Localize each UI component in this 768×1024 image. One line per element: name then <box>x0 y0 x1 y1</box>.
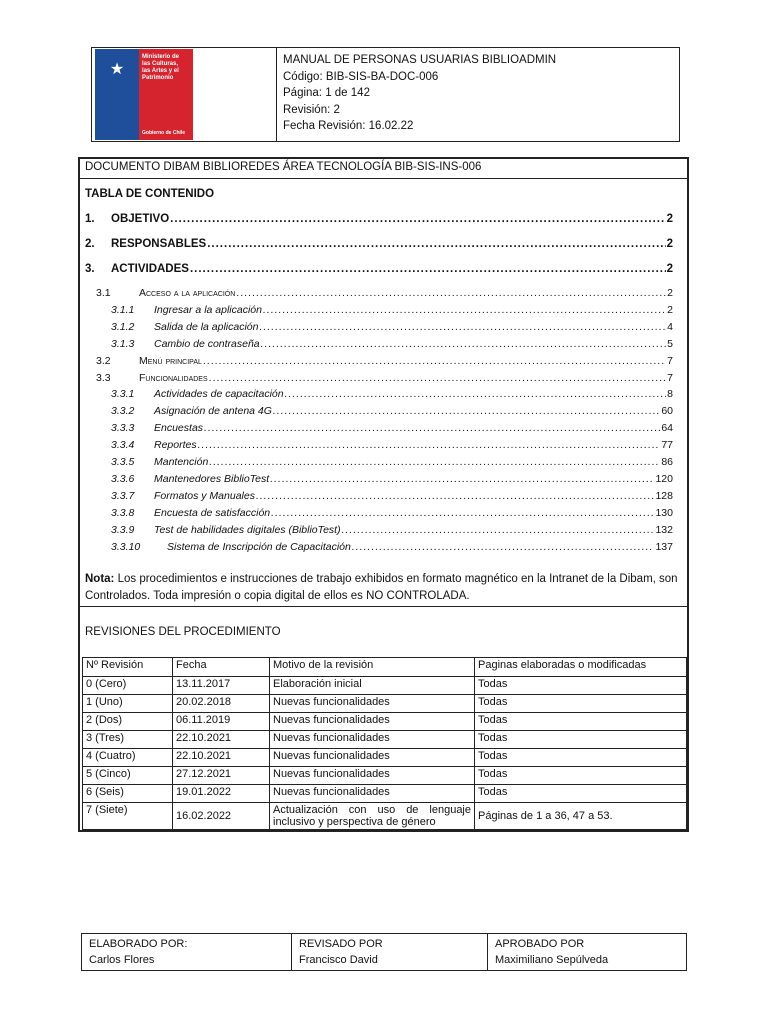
toc-entry[interactable]: 3.3.8 Encuesta de satisfacción ..... 130 <box>111 507 673 519</box>
toc-entry[interactable]: 3.1.1 Ingresar a la aplicación ..... 2 <box>111 304 673 316</box>
revision-number: Revisión: 2 <box>283 103 340 116</box>
elaborado-name: Carlos Flores <box>89 954 155 966</box>
revisado-cell <box>292 934 488 971</box>
toc-entry[interactable]: 3.3.2 Asignación de antena 4G ..... 60 <box>111 405 673 417</box>
approval-footer <box>81 933 687 971</box>
column-header: Paginas elaboradas o modificadas <box>475 658 687 677</box>
toc-entry[interactable]: 3.3.6 Mantenedores BiblioTest ..... 120 <box>111 473 673 485</box>
toc-entry[interactable]: 3.3.9 Test de habilidades digitales (BiblioTest) ..... 132 <box>111 524 673 536</box>
table-cell: 3 (Tres) <box>83 731 173 749</box>
content-box <box>78 157 689 832</box>
document-code: Código: BIB-SIS-BA-DOC-006 <box>283 70 439 83</box>
table-cell: 06.11.2019 <box>173 713 270 731</box>
logo-cell <box>92 48 277 141</box>
revision-date: Fecha Revisión: 16.02.22 <box>283 120 414 133</box>
logo-ministry-text: Ministerio de las Culturas, las Artes y el Patrimonio <box>142 54 180 81</box>
header-info <box>277 48 562 141</box>
revisado-label: REVISADO POR <box>299 938 383 950</box>
table-cell: 2 (Dos) <box>83 713 173 731</box>
table-cell: 5 (Cinco) <box>83 767 173 785</box>
table-cell: Todas <box>475 731 687 749</box>
toc-entry[interactable]: 3.3.7 Formatos y Manuales ..... 128 <box>111 490 673 502</box>
toc-entry[interactable]: 3.3 Funcionalidades ..... 7 <box>96 372 673 384</box>
table-cell: 20.02.2018 <box>173 695 270 713</box>
toc-entry[interactable]: 3.3.4 Reportes ..... 77 <box>111 439 673 451</box>
table-cell: 22.10.2021 <box>173 731 270 749</box>
table-cell: 27.12.2021 <box>173 767 270 785</box>
manual-title: MANUAL DE PERSONAS USUARIAS BIBLIOADMIN <box>283 54 557 66</box>
table-cell: 1 (Uno) <box>83 695 173 713</box>
ministry-logo <box>95 49 193 140</box>
toc-entry[interactable]: 2. RESPONSABLES ..... 2 <box>85 238 673 250</box>
table-row <box>83 677 687 695</box>
table-row <box>83 785 687 803</box>
aprobado-name: Maximiliano Sepúlveda <box>495 954 609 966</box>
table-cell: 19.01.2022 <box>173 785 270 803</box>
table-cell: Nuevas funcionalidades <box>270 749 475 767</box>
table-cell: Todas <box>475 749 687 767</box>
toc-entry[interactable]: 3. ACTIVIDADES ..... 2 <box>85 263 673 275</box>
toc-entry[interactable]: 3.1 Acceso a la aplicación ..... 2 <box>96 287 673 299</box>
revisions-table <box>82 657 687 830</box>
column-header: Motivo de la revisión <box>270 658 475 677</box>
elaborado-cell <box>82 934 292 971</box>
table-cell: 13.11.2017 <box>173 677 270 695</box>
aprobado-cell <box>488 934 687 971</box>
toc-entry[interactable]: 3.3.10 Sistema de Inscripción de Capacitación ..... 137 <box>111 541 673 553</box>
note <box>85 571 683 605</box>
table-cell: Páginas de 1 a 36, 47 a 53. <box>475 803 687 830</box>
toc-entry[interactable]: 3.1.2 Salida de la aplicación ..... 4 <box>111 321 673 333</box>
table-cell: Todas <box>475 767 687 785</box>
table-cell: Todas <box>475 677 687 695</box>
column-header: Fecha <box>173 658 270 677</box>
logo-footer-text: Gobierno de Chile <box>142 130 186 136</box>
toc-entry[interactable]: 3.3.1 Actividades de capacitación ..... 8 <box>111 388 673 400</box>
table-row <box>83 695 687 713</box>
table-cell: 0 (Cero) <box>83 677 173 695</box>
toc-entry[interactable]: 3.3.3 Encuestas ..... 64 <box>111 422 673 434</box>
table-row <box>83 803 687 830</box>
table-cell: Nuevas funcionalidades <box>270 731 475 749</box>
document-header <box>91 47 680 142</box>
table-cell: 4 (Cuatro) <box>83 749 173 767</box>
revisions-title: REVISIONES DEL PROCEDIMIENTO <box>85 626 281 638</box>
table-cell: Todas <box>475 695 687 713</box>
table-cell: 7 (Siete) <box>83 803 173 830</box>
toc-entry[interactable]: 3.3.5 Mantención ..... 86 <box>111 456 673 468</box>
table-cell: Todas <box>475 713 687 731</box>
toc-entry[interactable]: 1. OBJETIVO ..... 2 <box>85 213 673 225</box>
table-row <box>83 767 687 785</box>
toc-entry[interactable]: 3.1.3 Cambio de contraseña ..... 5 <box>111 338 673 350</box>
table-cell: 22.10.2021 <box>173 749 270 767</box>
table-cell: Nuevas funcionalidades <box>270 785 475 803</box>
table-cell: Todas <box>475 785 687 803</box>
toc-heading: TABLA DE CONTENIDO <box>85 188 215 200</box>
document-title: DOCUMENTO DIBAM BIBLIOREDES ÁREA TECNOLOGÍA BIB-SIS-INS-006 <box>80 159 687 179</box>
table-cell: Nuevas funcionalidades <box>270 767 475 785</box>
table-cell: Nuevas funcionalidades <box>270 695 475 713</box>
table-cell: 6 (Seis) <box>83 785 173 803</box>
table-row <box>83 749 687 767</box>
table-cell: Actualización con uso de lenguaje inclusivo y perspectiva de género <box>270 803 475 830</box>
page-number: Página: 1 de 142 <box>283 87 370 100</box>
note-label: Nota: <box>85 573 115 585</box>
column-header: Nº Revisión <box>83 658 173 677</box>
revisado-name: Francisco David <box>299 954 378 966</box>
table-row <box>83 713 687 731</box>
table-cell: Nuevas funcionalidades <box>270 713 475 731</box>
toc-entry[interactable]: 3.2 Menú principal ..... 7 <box>96 355 673 367</box>
elaborado-label: ELABORADO POR: <box>89 938 188 950</box>
table-cell: Elaboración inicial <box>270 677 475 695</box>
table-row <box>83 731 687 749</box>
note-text: Los procedimientos e instrucciones de trabajo exhibidos en formato magnético en la Intranet de la Dibam, son Controlados. Toda impresión o copia digital de ellos es NO CONTROLADA. <box>85 573 678 602</box>
aprobado-label: APROBADO POR <box>495 938 585 950</box>
coat-of-arms-icon: ★ <box>109 61 125 78</box>
table-cell: 16.02.2022 <box>173 803 270 830</box>
